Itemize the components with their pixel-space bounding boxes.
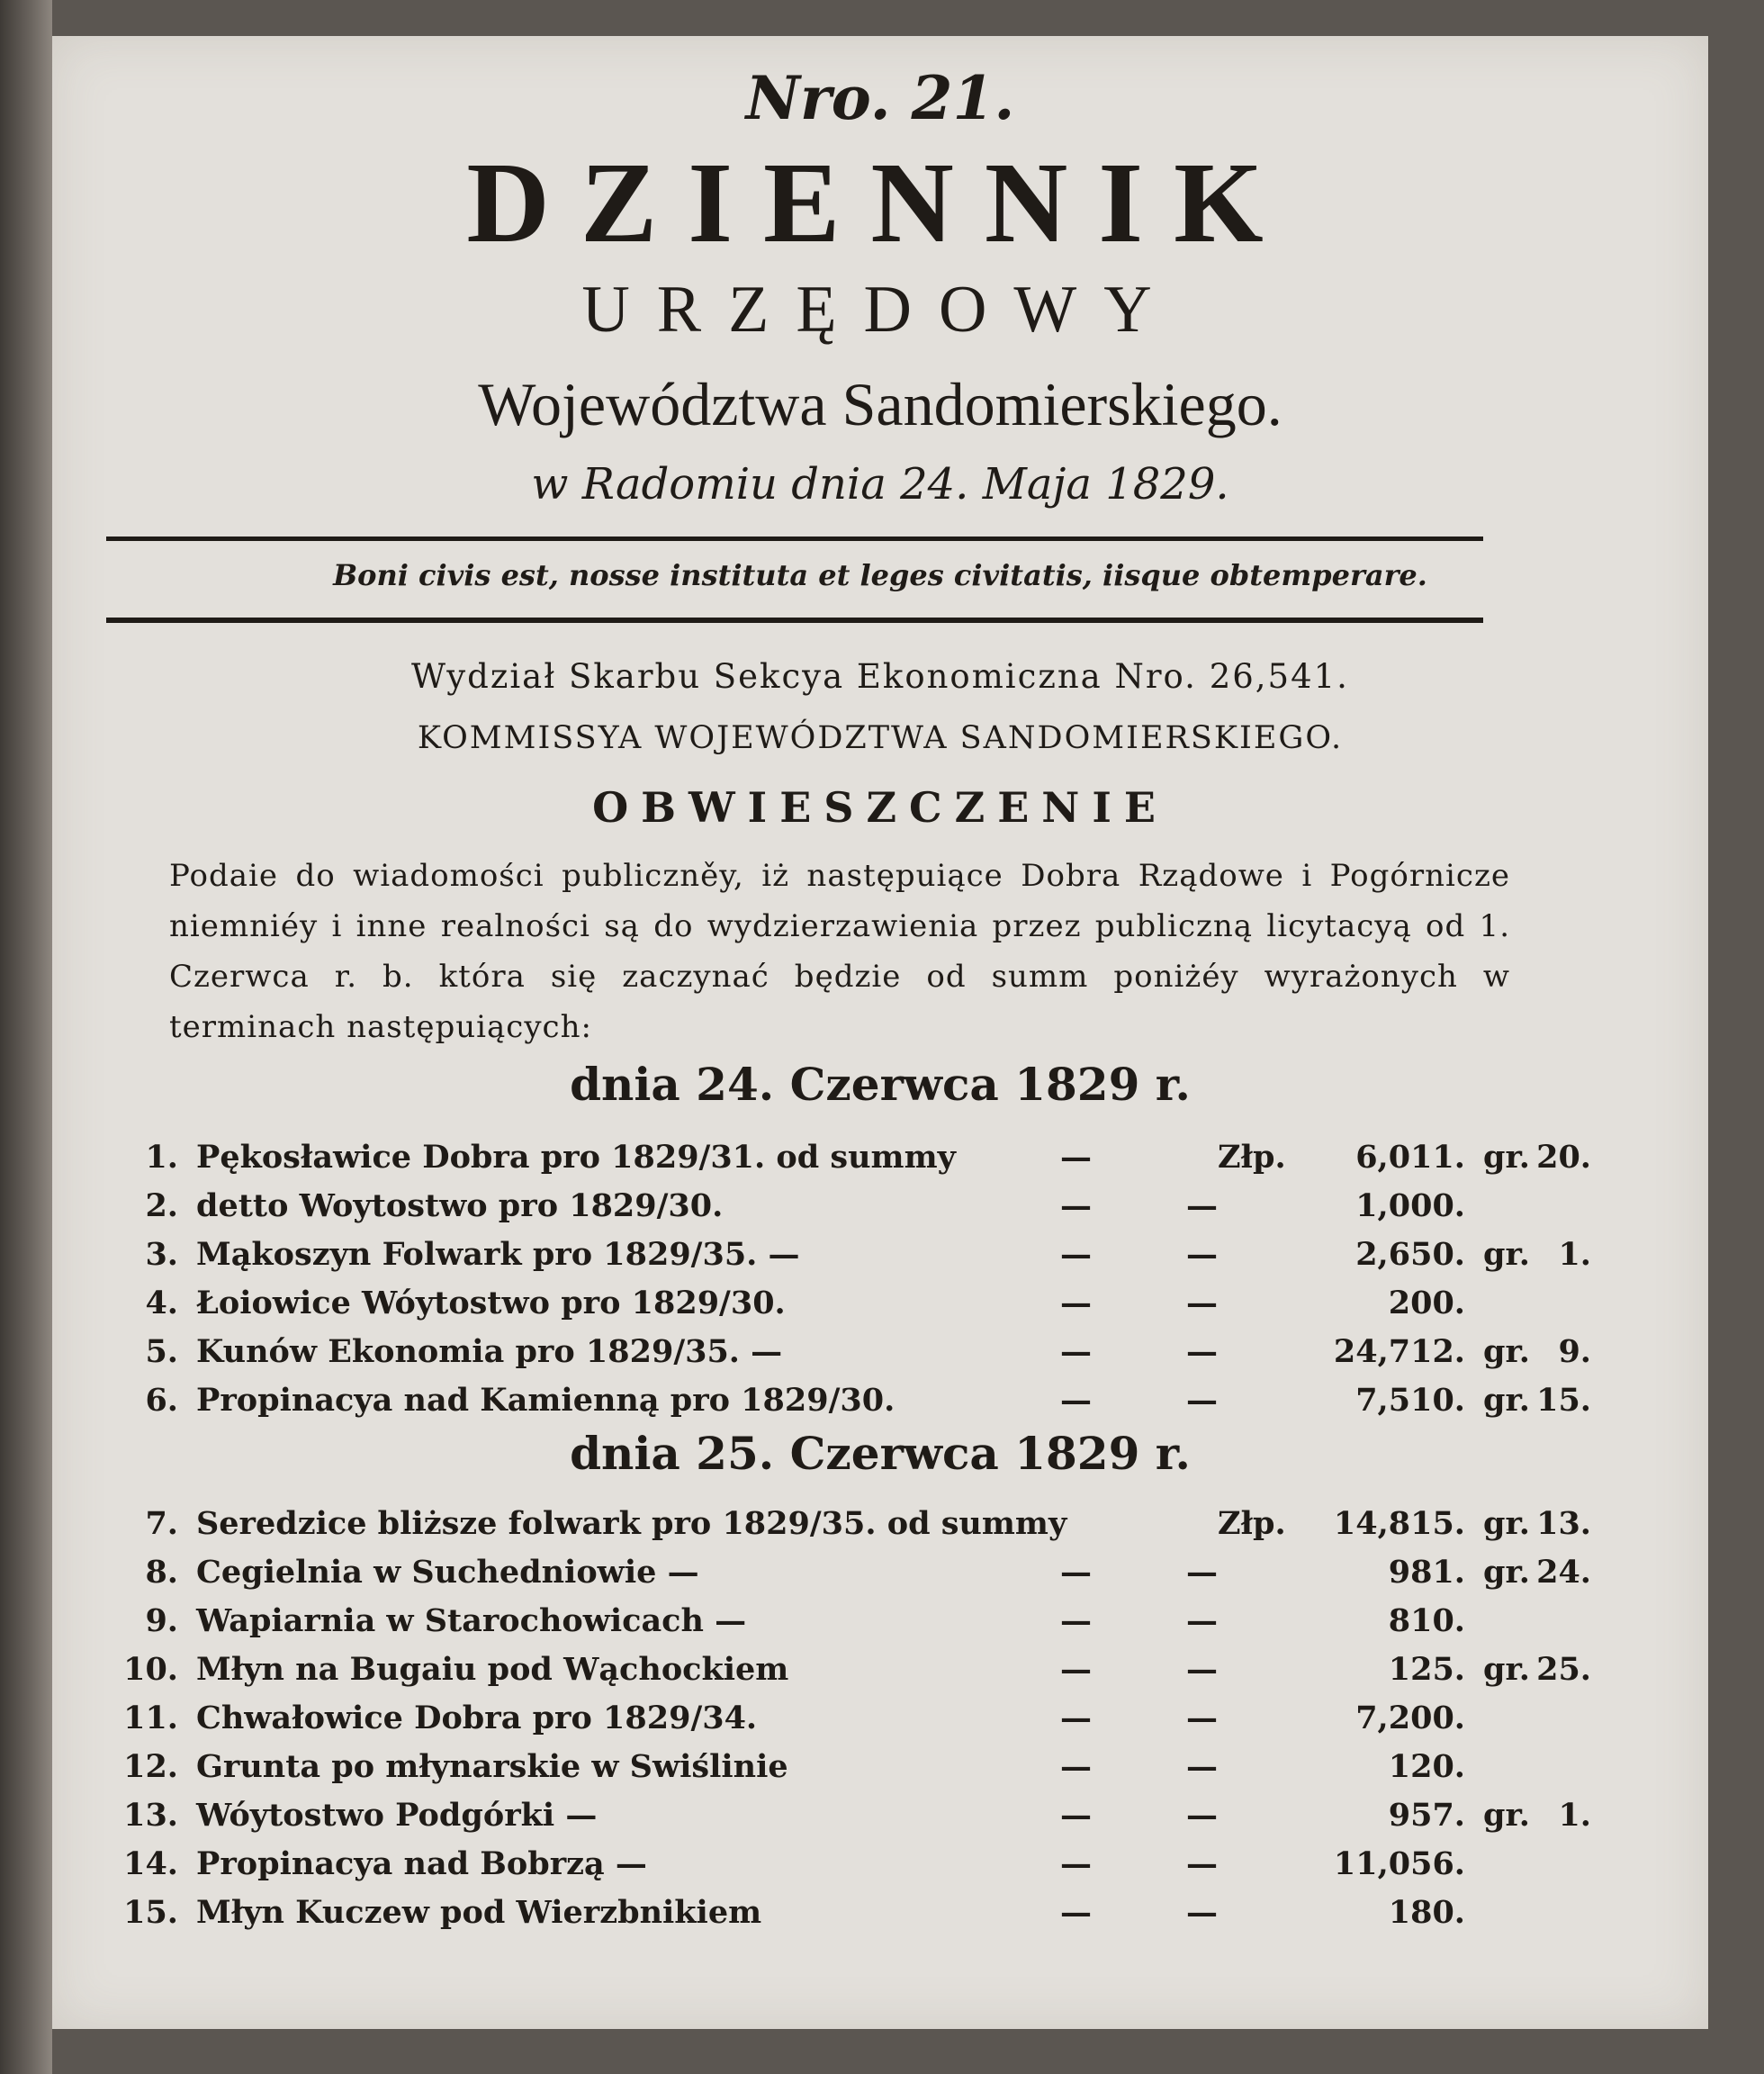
item-grosze: 13. bbox=[1536, 1505, 1591, 1542]
item-amount: 200. bbox=[1388, 1285, 1465, 1321]
dash-2: — bbox=[1186, 1333, 1218, 1370]
grosze-label: gr. bbox=[1483, 1651, 1530, 1688]
currency-label: Złp. bbox=[1218, 1505, 1286, 1542]
item-amount: 7,200. bbox=[1355, 1700, 1465, 1736]
list-item bbox=[106, 1797, 1591, 1844]
dash-2: — bbox=[1186, 1651, 1218, 1688]
dash-2: — bbox=[1186, 1187, 1218, 1224]
item-number: 2. bbox=[145, 1187, 178, 1224]
list-item bbox=[106, 1894, 1510, 1941]
item-amount: 810. bbox=[1388, 1602, 1465, 1639]
book-spine bbox=[0, 0, 52, 2074]
item-amount: 180. bbox=[1388, 1894, 1465, 1931]
grosze-label: gr. bbox=[1483, 1554, 1530, 1591]
rule-top bbox=[106, 537, 1483, 541]
item-number: 6. bbox=[145, 1382, 178, 1419]
item-amount: 120. bbox=[1388, 1748, 1465, 1785]
item-number: 3. bbox=[145, 1236, 178, 1273]
item-number: 14. bbox=[123, 1845, 178, 1882]
newspaper-subtitle: URZĘDOWY bbox=[581, 273, 1179, 347]
item-name: Kunów Ekonomia pro 1829/35. — bbox=[196, 1333, 783, 1370]
item-name: Grunta po młynarskie w Swiślinie bbox=[196, 1748, 788, 1785]
item-name: Propinacya nad Bobrzą — bbox=[196, 1845, 647, 1882]
item-number: 13. bbox=[123, 1797, 178, 1834]
dash-2: — bbox=[1186, 1554, 1218, 1591]
department-line: Wydział Skarbu Sekcya Ekonomiczna Nro. 26,541. bbox=[411, 657, 1349, 696]
dash-2: — bbox=[1186, 1845, 1218, 1882]
dash-2: — bbox=[1186, 1285, 1218, 1321]
dash-1: — bbox=[1060, 1700, 1092, 1736]
item-number: 5. bbox=[145, 1333, 178, 1370]
grosze-label: gr. bbox=[1483, 1236, 1530, 1273]
list-item bbox=[106, 1748, 1510, 1795]
dash-2: — bbox=[1186, 1797, 1218, 1834]
dash-1: — bbox=[1060, 1894, 1092, 1931]
item-number: 4. bbox=[145, 1285, 178, 1321]
dash-2: — bbox=[1186, 1894, 1218, 1931]
item-name: Młyn Kuczew pod Wierzbnikiem bbox=[196, 1894, 762, 1931]
item-name: Wóytostwo Podgórki — bbox=[196, 1797, 598, 1834]
dash-1: — bbox=[1060, 1285, 1092, 1321]
page bbox=[52, 36, 1708, 2029]
grosze-label: gr. bbox=[1483, 1382, 1530, 1419]
item-grosze: 24. bbox=[1536, 1554, 1591, 1591]
item-number: 7. bbox=[145, 1505, 178, 1542]
item-grosze: 15. bbox=[1536, 1382, 1591, 1419]
list-item bbox=[106, 1187, 1510, 1234]
motto: Boni civis est, nosse instituta et leges civitatis, iisque obtemperare. bbox=[333, 558, 1427, 592]
newspaper-title: DZIENNIK bbox=[466, 139, 1294, 266]
item-number: 8. bbox=[145, 1554, 178, 1591]
dash-1: — bbox=[1060, 1187, 1092, 1224]
notice-paragraph: Podaie do wiadomości publiczněy, iż następuiące Dobra Rządowe i Pogórnicze niemniéy i inne realności są do wydzierzawienia przez publiczną licytacyą od 1. Czerwca r. b. która się zaczynać będzie od summ poniżéy wyrażonych w terminach następuiących: bbox=[169, 858, 1510, 1045]
item-number: 11. bbox=[123, 1700, 178, 1736]
item-amount: 957. bbox=[1388, 1797, 1465, 1834]
item-amount: 981. bbox=[1388, 1554, 1465, 1591]
dash-2: — bbox=[1186, 1700, 1218, 1736]
item-amount: 14,815. bbox=[1333, 1505, 1465, 1542]
commission-line: KOMMISSYA WOJEWÓDZTWA SANDOMIERSKIEGO. bbox=[417, 720, 1344, 756]
dash-1: — bbox=[1060, 1236, 1092, 1273]
item-name: Seredzice bliższe folwark pro 1829/35. od summy bbox=[196, 1505, 1067, 1542]
list-item bbox=[106, 1602, 1510, 1649]
list-item bbox=[106, 1333, 1591, 1380]
item-grosze: 20. bbox=[1536, 1139, 1591, 1176]
section2-heading: dnia 25. Czerwca 1829 r. bbox=[570, 1427, 1191, 1480]
list-item bbox=[106, 1700, 1510, 1746]
dash-1: — bbox=[1060, 1554, 1092, 1591]
item-grosze: 9. bbox=[1558, 1333, 1591, 1370]
list-item bbox=[106, 1505, 1591, 1552]
dash-2: — bbox=[1186, 1602, 1218, 1639]
grosze-label: gr. bbox=[1483, 1139, 1530, 1176]
item-number: 1. bbox=[145, 1139, 178, 1176]
dash-1: — bbox=[1060, 1382, 1092, 1419]
item-name: Chwałowice Dobra pro 1829/34. bbox=[196, 1700, 758, 1736]
item-amount: 125. bbox=[1388, 1651, 1465, 1688]
list-item bbox=[106, 1236, 1591, 1283]
voivodeship-line: Województwa Sandomierskiego. bbox=[478, 370, 1282, 438]
item-grosze: 25. bbox=[1536, 1651, 1591, 1688]
item-name: Cegielnia w Suchedniowie — bbox=[196, 1554, 699, 1591]
grosze-label: gr. bbox=[1483, 1797, 1530, 1834]
list-item bbox=[106, 1651, 1591, 1698]
rule-bottom bbox=[106, 618, 1483, 623]
item-number: 12. bbox=[123, 1748, 178, 1785]
item-amount: 6,011. bbox=[1355, 1139, 1465, 1176]
item-name: Młyn na Bugaiu pod Wąchockiem bbox=[196, 1651, 789, 1688]
item-number: 10. bbox=[123, 1651, 178, 1688]
item-name: Wapiarnia w Starochowicach — bbox=[196, 1602, 747, 1639]
item-amount: 11,056. bbox=[1333, 1845, 1465, 1882]
item-number: 15. bbox=[123, 1894, 178, 1931]
dash-1: — bbox=[1060, 1845, 1092, 1882]
item-amount: 7,510. bbox=[1355, 1382, 1465, 1419]
dash-1: — bbox=[1060, 1748, 1092, 1785]
item-grosze: 1. bbox=[1558, 1797, 1591, 1834]
grosze-label: gr. bbox=[1483, 1505, 1530, 1542]
item-name: Pękosławice Dobra pro 1829/31. od summy bbox=[196, 1139, 956, 1176]
currency-label: Złp. bbox=[1218, 1139, 1286, 1176]
dash-2: — bbox=[1186, 1236, 1218, 1273]
dash-1: — bbox=[1060, 1333, 1092, 1370]
notice-heading: OBWIESZCZENIE bbox=[592, 783, 1168, 832]
item-amount: 24,712. bbox=[1333, 1333, 1465, 1370]
item-name: Mąkoszyn Folwark pro 1829/35. — bbox=[196, 1236, 800, 1273]
section1-heading: dnia 24. Czerwca 1829 r. bbox=[570, 1058, 1191, 1111]
item-name: Propinacya nad Kamienną pro 1829/30. bbox=[196, 1382, 896, 1419]
dash-1: — bbox=[1060, 1651, 1092, 1688]
issue-number: Nro. 21. bbox=[745, 63, 1015, 133]
item-name: Łoiowice Wóytostwo pro 1829/30. bbox=[196, 1285, 786, 1321]
grosze-label: gr. bbox=[1483, 1333, 1530, 1370]
list-item bbox=[106, 1285, 1510, 1331]
list-item bbox=[106, 1845, 1510, 1892]
item-number: 9. bbox=[145, 1602, 178, 1639]
item-grosze: 1. bbox=[1558, 1236, 1591, 1273]
issue-date: w Radomiu dnia 24. Maja 1829. bbox=[531, 459, 1229, 509]
item-name: detto Woytostwo pro 1829/30. bbox=[196, 1187, 724, 1224]
dash-2: — bbox=[1186, 1748, 1218, 1785]
list-item bbox=[106, 1554, 1591, 1601]
dash-2: — bbox=[1186, 1382, 1218, 1419]
item-amount: 1,000. bbox=[1355, 1187, 1465, 1224]
list-item bbox=[106, 1139, 1591, 1186]
dash-1: — bbox=[1060, 1139, 1092, 1176]
dash-1: — bbox=[1060, 1797, 1092, 1834]
item-amount: 2,650. bbox=[1355, 1236, 1465, 1273]
dash-1: — bbox=[1060, 1602, 1092, 1639]
list-item bbox=[106, 1382, 1591, 1429]
